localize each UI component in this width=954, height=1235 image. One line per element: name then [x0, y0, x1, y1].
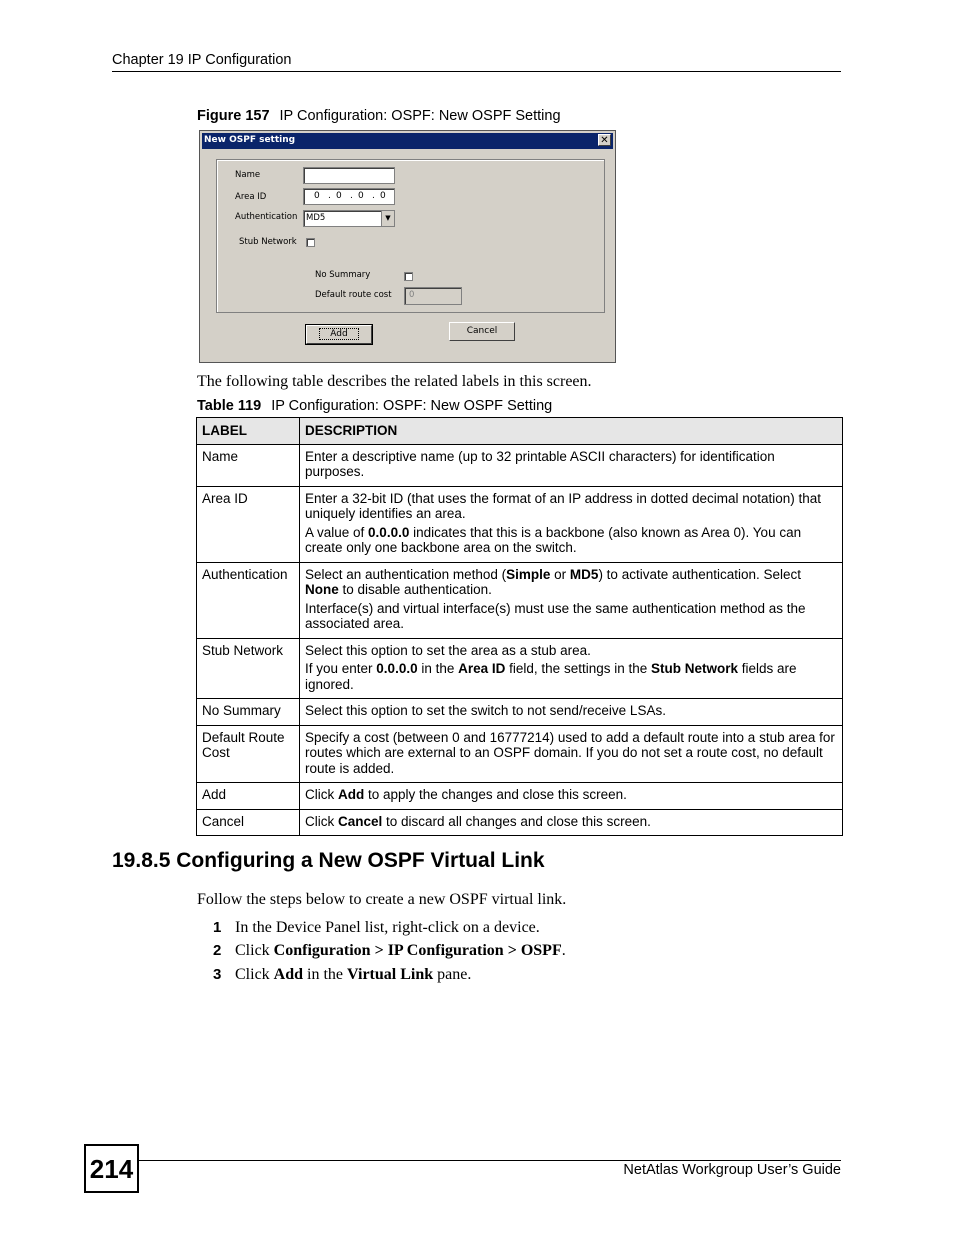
- column-header-label: LABEL: [197, 418, 300, 445]
- table-row: [197, 444, 843, 486]
- authentication-selected-value: MD5: [306, 213, 326, 223]
- row-description: Enter a 32-bit ID (that uses the format of an IP address in dotted decimal notation) that uniquely identifies an area. A value of 0.0.0.0 indicates that this is a backbone (also known as Area 0). You can create only one backbone area on the switch.: [300, 486, 843, 562]
- row-label: Default Route Cost: [197, 725, 300, 783]
- chapter-header: Chapter 19 IP Configuration: [112, 52, 292, 68]
- row-description: Select this option to set the switch to not send/receive LSAs.: [300, 699, 843, 726]
- area-id-label: Area ID: [235, 192, 267, 202]
- table-row: [197, 638, 843, 699]
- row-label: Add: [197, 783, 300, 810]
- row-label: Cancel: [197, 809, 300, 836]
- row-label: Authentication: [197, 562, 300, 638]
- table-row: [197, 725, 843, 783]
- column-header-description: DESCRIPTION: [300, 418, 843, 445]
- footer-divider: [139, 1160, 841, 1161]
- label-description-table: [196, 417, 843, 836]
- follow-paragraph: Follow the steps below to create a new OSPF virtual link.: [197, 891, 567, 908]
- figure-title: IP Configuration: OSPF: New OSPF Setting: [279, 108, 561, 124]
- row-description: Specify a cost (between 0 and 16777214) used to add a default route into a stub area for routes which are external to an OSPF domain. If you do not set a route cost, no default route is added.: [300, 725, 843, 783]
- step-text: Click Configuration > IP Configuration > OSPF.: [235, 942, 566, 959]
- dialog-title: New OSPF setting: [204, 135, 296, 145]
- figure-caption: [197, 108, 561, 124]
- intro-paragraph: The following table describes the related labels in this screen.: [197, 373, 592, 390]
- table-row: [197, 699, 843, 726]
- cancel-button[interactable]: Cancel: [449, 322, 515, 341]
- stub-network-checkbox[interactable]: [306, 238, 315, 247]
- area-id-field[interactable]: 0 . 0 . 0 . 0: [303, 188, 395, 205]
- new-ospf-setting-dialog: [199, 130, 616, 363]
- row-description: Click Cancel to discard all changes and close this screen.: [300, 809, 843, 836]
- table-label: Table 119: [197, 398, 262, 414]
- add-button[interactable]: Add: [306, 325, 372, 344]
- row-description: Select an authentication method (Simple or MD5) to activate authentication. Select None to disable authentication. Interface(s) and virtual interface(s) must use the same authentication method as the associated area.: [300, 562, 843, 638]
- table-row: [197, 562, 843, 638]
- row-label: Name: [197, 444, 300, 486]
- step-number: 1: [213, 919, 222, 936]
- table-caption: [197, 398, 552, 414]
- step-text: Click Add in the Virtual Link pane.: [235, 966, 472, 983]
- name-field[interactable]: [303, 167, 395, 184]
- name-label: Name: [235, 170, 261, 180]
- default-route-cost-label: Default route cost: [315, 290, 392, 300]
- step-number: 3: [213, 966, 222, 983]
- page-number: 214: [84, 1144, 139, 1193]
- table-row: [197, 783, 843, 810]
- authentication-label: Authentication: [235, 212, 298, 222]
- chevron-down-icon[interactable]: ▼: [381, 211, 394, 226]
- row-label: Area ID: [197, 486, 300, 562]
- area-id-octet-2: 0: [336, 191, 342, 201]
- row-description: Select this option to set the area as a stub area. If you enter 0.0.0.0 in the Area ID field, the settings in the Stub Network fields are ignored.: [300, 638, 843, 699]
- figure-label: Figure 157: [197, 108, 270, 124]
- table-row: [197, 809, 843, 836]
- area-id-octet-3: 0: [358, 191, 364, 201]
- close-icon[interactable]: ✕: [598, 134, 611, 146]
- step-text: In the Device Panel list, right-click on a device.: [235, 919, 540, 936]
- dialog-titlebar: [202, 133, 613, 149]
- authentication-select[interactable]: [303, 210, 395, 227]
- table-title: IP Configuration: OSPF: New OSPF Setting: [271, 398, 553, 414]
- no-summary-label: No Summary: [315, 270, 371, 280]
- stub-network-label: Stub Network: [239, 237, 297, 247]
- row-description: Enter a descriptive name (up to 32 printable ASCII characters) for identification purposes.: [300, 444, 843, 486]
- table-header-row: [197, 418, 843, 445]
- area-id-octet-1: 0: [314, 191, 320, 201]
- row-description: Click Add to apply the changes and close this screen.: [300, 783, 843, 810]
- table-row: [197, 486, 843, 562]
- no-summary-checkbox[interactable]: [404, 272, 413, 281]
- row-label: No Summary: [197, 699, 300, 726]
- section-heading: 19.8.5 Configuring a New OSPF Virtual Link: [112, 849, 545, 872]
- area-id-octet-4: 0: [380, 191, 386, 201]
- header-divider: [112, 71, 841, 72]
- row-label: Stub Network: [197, 638, 300, 699]
- default-route-cost-field[interactable]: 0: [404, 287, 462, 305]
- step-number: 2: [213, 942, 222, 959]
- guide-title: NetAtlas Workgroup User’s Guide: [623, 1162, 841, 1178]
